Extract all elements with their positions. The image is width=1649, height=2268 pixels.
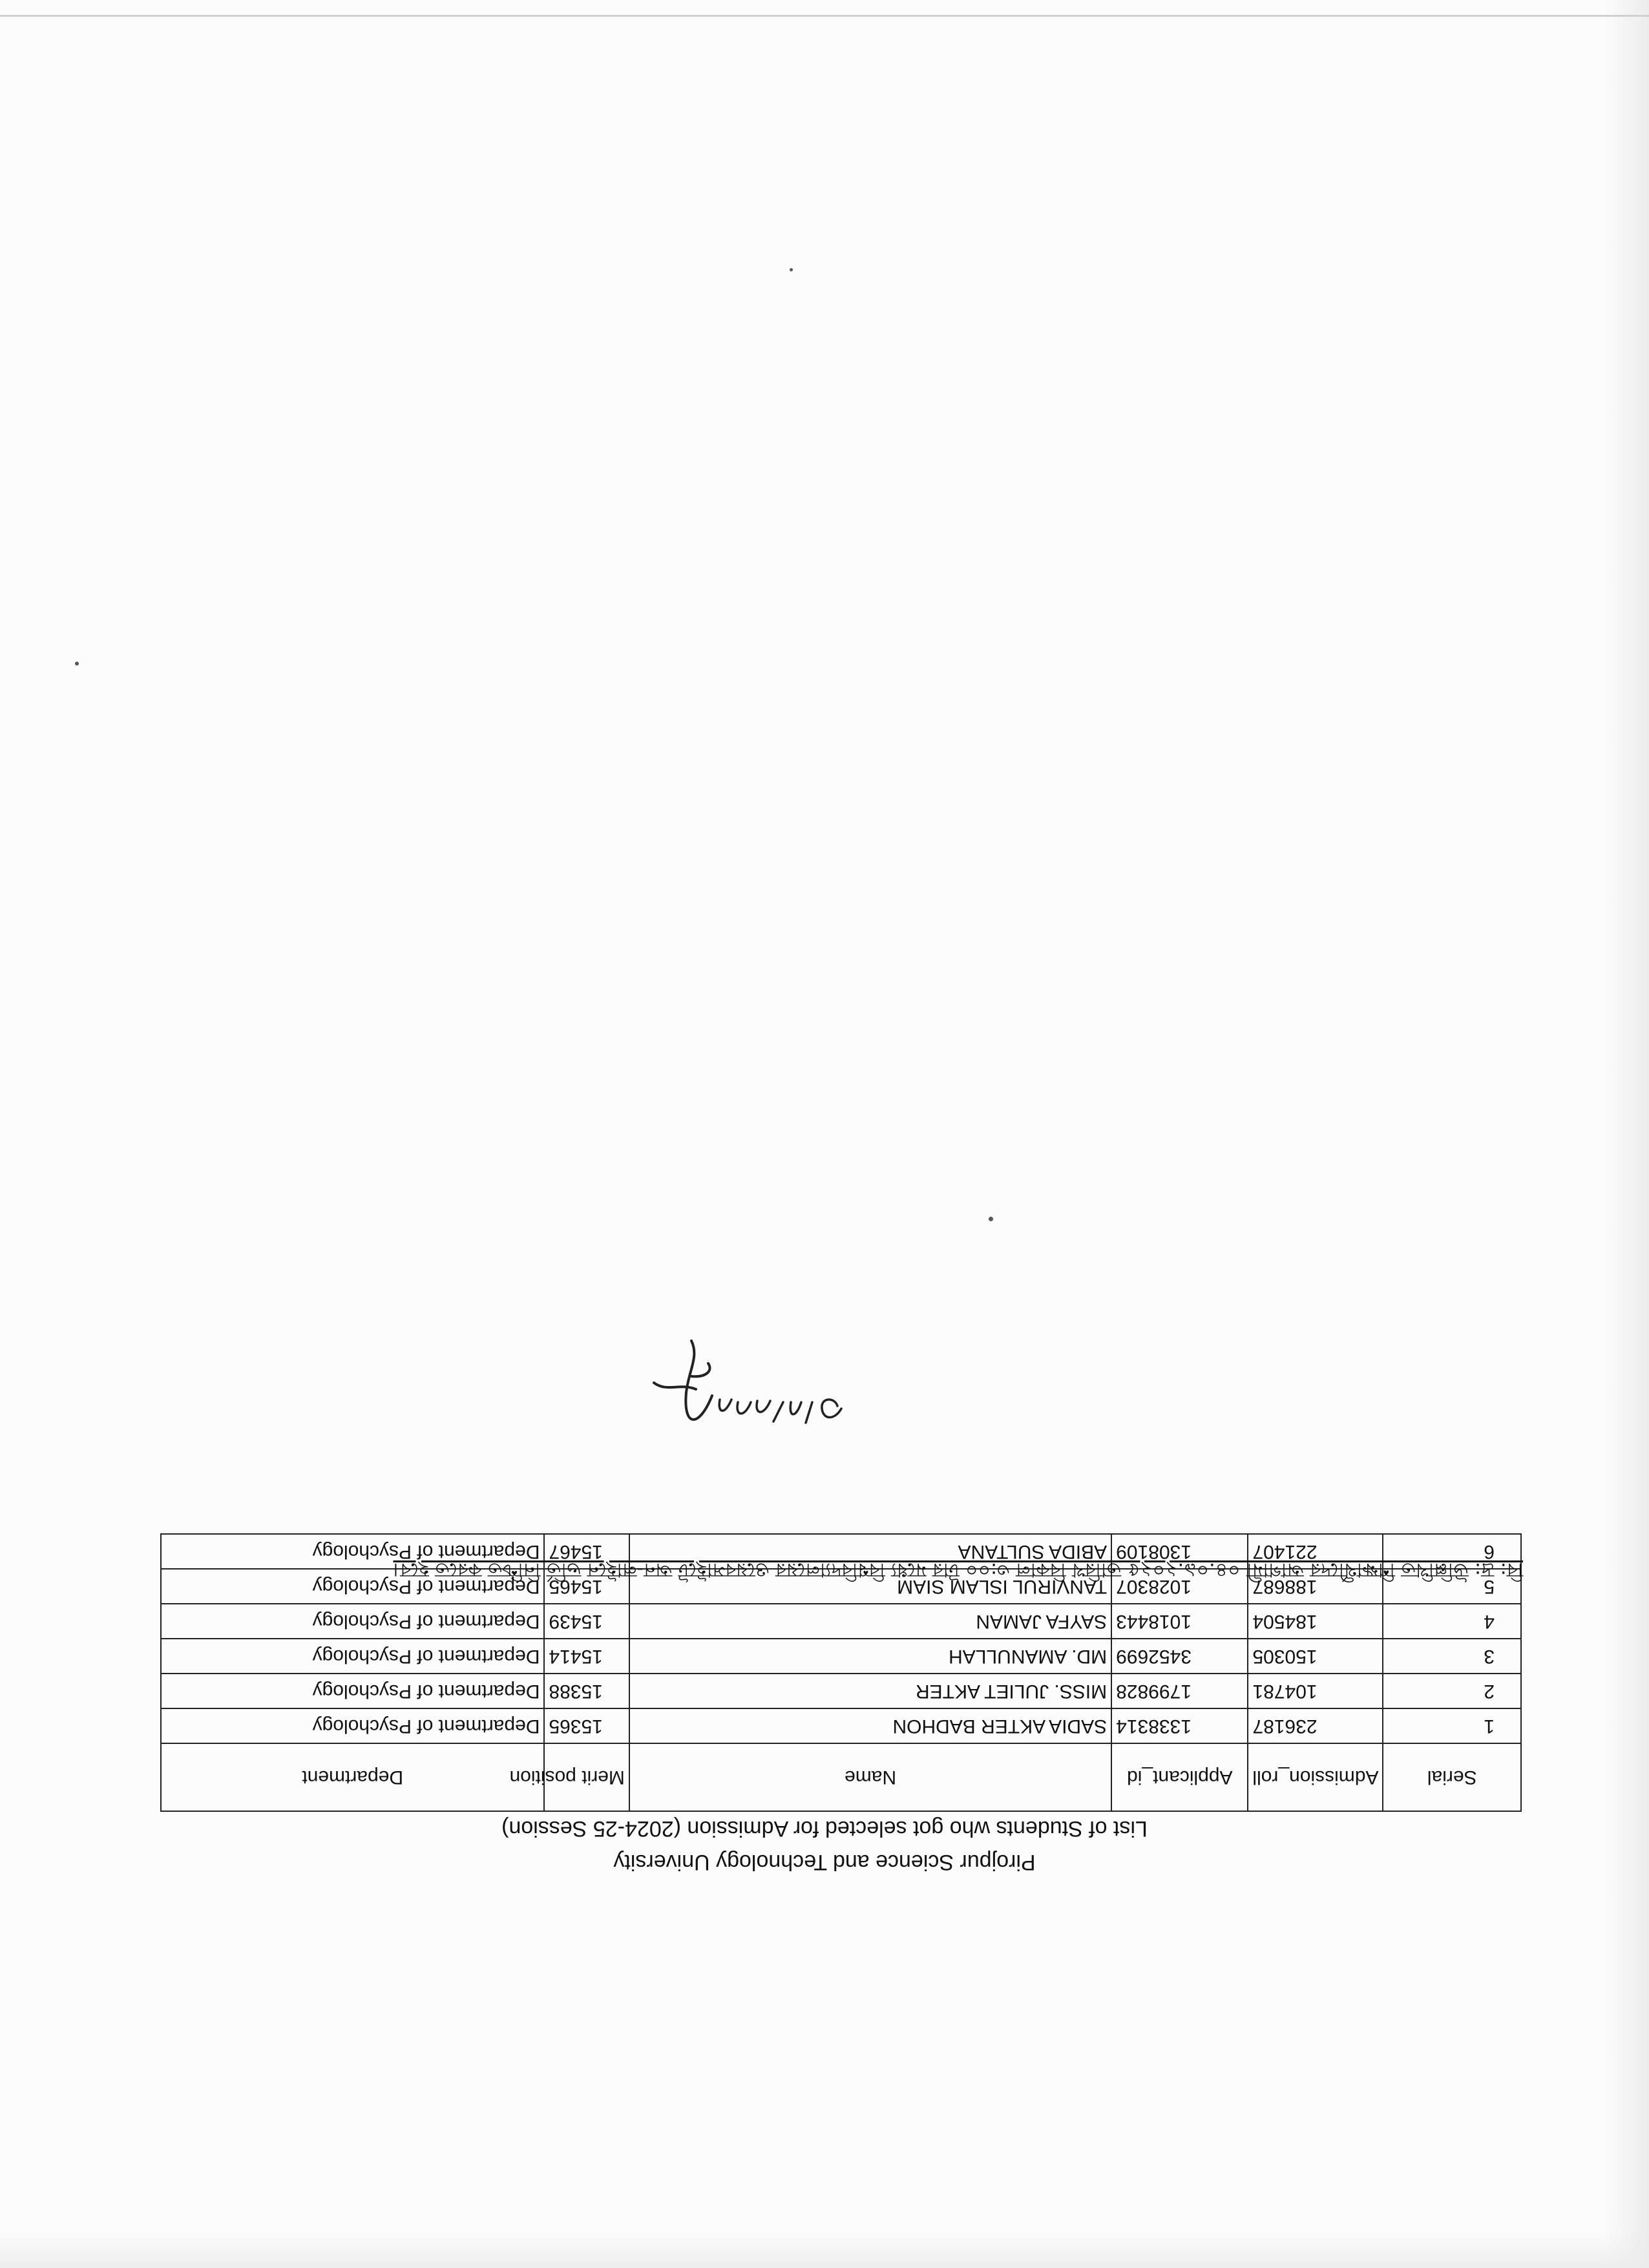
document-header — [0, 1814, 1649, 1877]
scan-shadow-left — [1604, 0, 1649, 2268]
cell-serial: 6 — [1383, 1534, 1521, 1569]
note-text: বি: দ্র: উল্লিখিত শিক্ষার্থীদের আগামী ০৪.০৯.২০২৫ তারিখ বিকাল ৩:০০ টার মধ্যে বিশ্ববিদ্যালয়ের ওয়েবসাইটে অন-লাইনে ভর্তি নিশ্চিত করতে হবে। — [393, 1559, 1523, 1581]
cell-merit-position: 15365 — [544, 1708, 629, 1743]
cell-name: MD. AMANULLAH — [629, 1639, 1111, 1674]
cell-applicant-id: 1308109 — [1111, 1534, 1248, 1569]
list-title: List of Students who got selected for Admission (2024-25 Session) — [501, 1816, 1148, 1841]
table-row — [161, 1674, 1521, 1708]
cell-name: ABIDA SULTANA — [629, 1534, 1111, 1569]
cell-name: TANVIRUL ISLAM SIAM — [629, 1569, 1111, 1604]
cell-serial: 3 — [1383, 1639, 1521, 1674]
cell-applicant-id: 1338314 — [1111, 1708, 1248, 1743]
stray-mark — [989, 1217, 993, 1221]
cell-applicant-id: 1799828 — [1111, 1674, 1248, 1708]
cell-department: Department of Psychology — [161, 1604, 544, 1639]
header-department: Department — [161, 1743, 544, 1811]
cell-name: MISS. JULIET AKTER — [629, 1674, 1111, 1708]
table-row — [161, 1604, 1521, 1639]
header-admission-roll: Admission_roll — [1248, 1743, 1383, 1811]
header-merit-position: Merit position — [544, 1743, 629, 1811]
cell-department: Department of Psychology — [161, 1534, 544, 1569]
cell-admission-roll: 150305 — [1248, 1639, 1383, 1674]
cell-admission-roll: 236187 — [1248, 1708, 1383, 1743]
cell-admission-roll: 104781 — [1248, 1674, 1383, 1708]
table-row — [161, 1639, 1521, 1674]
cell-name: SAYFA JAMAN — [629, 1604, 1111, 1639]
cell-merit-position: 15439 — [544, 1604, 629, 1639]
stray-mark — [790, 268, 793, 271]
scan-border-line — [0, 15, 1649, 17]
cell-department: Department of Psychology — [161, 1674, 544, 1708]
cell-serial: 5 — [1383, 1569, 1521, 1604]
cell-applicant-id: 1028307 — [1111, 1569, 1248, 1604]
cell-merit-position: 15414 — [544, 1639, 629, 1674]
cell-applicant-id: 3452699 — [1111, 1639, 1248, 1674]
cell-applicant-id: 1018443 — [1111, 1604, 1248, 1639]
handwritten-signature — [615, 1325, 861, 1454]
header-serial: Serial — [1383, 1743, 1521, 1811]
admission-note — [134, 1554, 1523, 1585]
scan-shadow-top — [0, 2229, 1649, 2268]
cell-admission-roll: 188687 — [1248, 1569, 1383, 1604]
cell-department: Department of Psychology — [161, 1708, 544, 1743]
cell-serial: 1 — [1383, 1708, 1521, 1743]
cell-admission-roll: 221407 — [1248, 1534, 1383, 1569]
cell-merit-position: 15467 — [544, 1534, 629, 1569]
header-applicant-id: Applicant_id — [1111, 1743, 1248, 1811]
cell-merit-position: 15465 — [544, 1569, 629, 1604]
cell-serial: 2 — [1383, 1674, 1521, 1708]
header-name: Name — [629, 1743, 1111, 1811]
table-header-row — [161, 1743, 1521, 1811]
table-row — [161, 1708, 1521, 1743]
cell-merit-position: 15388 — [544, 1674, 629, 1708]
cell-department: Department of Psychology — [161, 1569, 544, 1604]
stray-mark — [75, 662, 79, 666]
cell-name: SADIA AKTER BADHON — [629, 1708, 1111, 1743]
cell-admission-roll: 184504 — [1248, 1604, 1383, 1639]
university-name: Pirojpur Science and Technology University — [613, 1850, 1036, 1874]
cell-serial: 4 — [1383, 1604, 1521, 1639]
cell-department: Department of Psychology — [161, 1639, 544, 1674]
